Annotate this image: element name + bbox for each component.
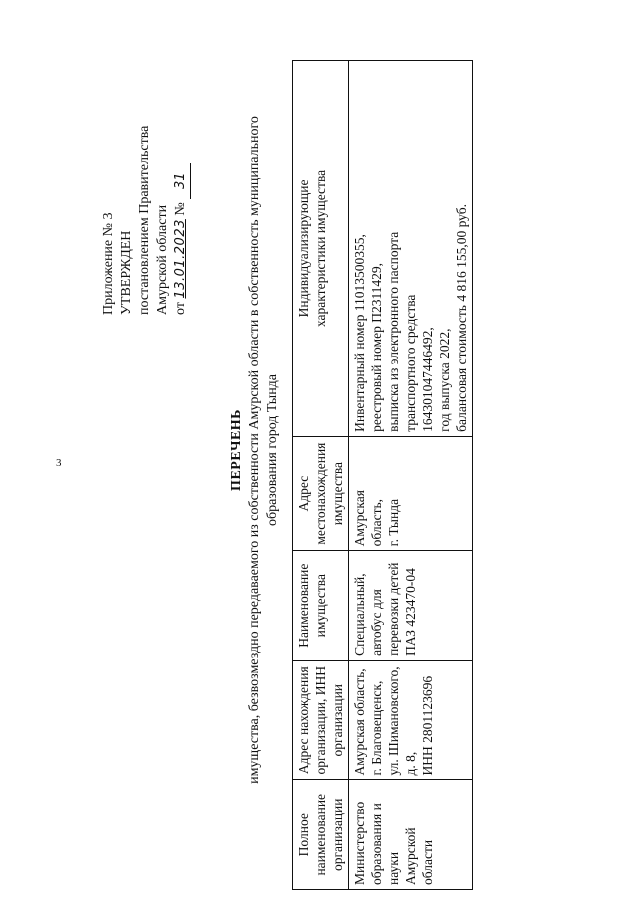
title-block (228, 55, 282, 845)
approval-date-line (172, 55, 191, 315)
table-row (349, 61, 473, 890)
appendix-label: Приложение № 3 (101, 212, 116, 315)
handwritten-number: 31 (172, 163, 191, 199)
header-property-name: Наименование имущества (293, 551, 349, 661)
document-title: ПЕРЕЧЕНЬ (229, 409, 244, 491)
cell-property-characteristics: Инвентарный номер 11013500355, реестровый номер П2311429, выписка из электронного паспорта транспортного средства 164301047446492, год выпуска 2022, балансовая стоимость 4 816 155,00 руб. (349, 61, 473, 437)
cell-property-name: Специальный, автобус для перевозки детей ПАЗ 423470-04 (349, 551, 473, 661)
table-header-row (293, 61, 349, 890)
handwritten-date: 13.01.2023 (173, 219, 188, 299)
region-label: Амурской области (155, 204, 170, 315)
document-subtitle-line-1: имущества, безвозмездно передаваемого из собственности Амурской области в собственность муниципального (247, 116, 262, 784)
number-label: № (173, 202, 188, 216)
document-subtitle-line-2: образования город Тында (265, 373, 280, 527)
header-property-characteristics: Индивидуализирующие характеристики имущества (293, 61, 349, 437)
header-property-address: Адрес местонахождения имущества (293, 436, 349, 551)
date-prefix: от (173, 302, 188, 315)
approved-label: УТВЕРЖДЕН (119, 230, 134, 315)
property-table (292, 60, 473, 890)
header-org-name: Полное наименование организации (293, 780, 349, 890)
resolution-label: постановлением Правительства (137, 125, 152, 315)
cell-org-address: Амурская область, г. Благовещенск, ул. Шимановского, д. 8, ИНН 2801123696 (349, 660, 473, 780)
approval-stamp (100, 55, 191, 315)
cell-org-name: Министерство образования и науки Амурской области (349, 780, 473, 890)
cell-property-address: Амурская область, г. Тында (349, 436, 473, 551)
header-org-address: Адрес нахождения организации, ИНН организации (293, 660, 349, 780)
page-number: 3 (56, 457, 62, 469)
